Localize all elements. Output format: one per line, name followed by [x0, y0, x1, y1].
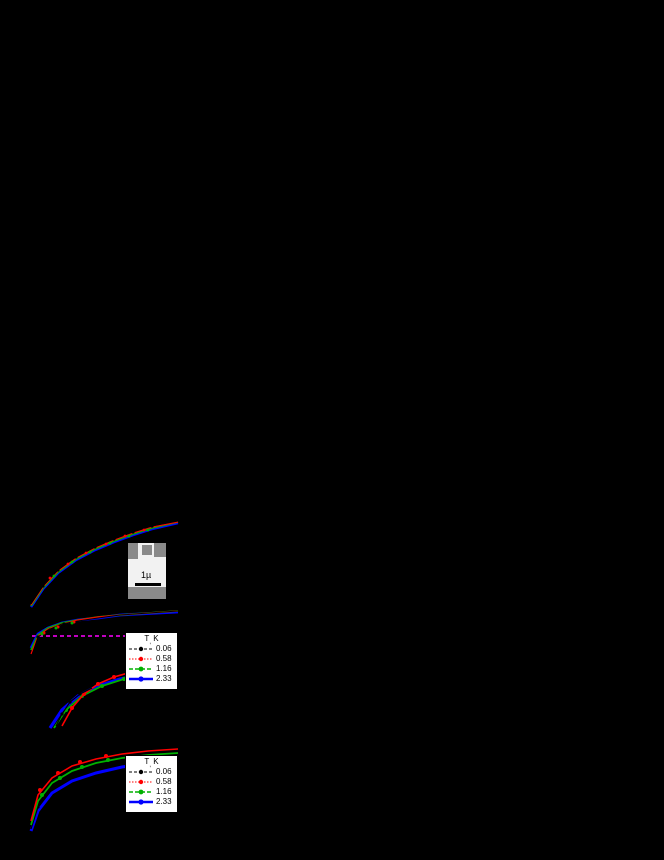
legend-item[interactable]: [128, 767, 175, 777]
legend-sample-1.16: [128, 787, 154, 797]
inset-block-top-left: [127, 542, 138, 559]
legend-sample-2.33: [128, 674, 154, 684]
legend-label-2.33: 2.33: [156, 797, 172, 806]
legend-bottom: [125, 755, 178, 813]
legend-sample-0.06: [128, 644, 154, 654]
legend-label-1.16: 1.16: [156, 787, 172, 796]
inset-block-mid: [142, 545, 152, 555]
legend-sample-0.58: [128, 777, 154, 787]
legend-label-0.06: 0.06: [156, 644, 172, 653]
legend-sample-1.16: [128, 664, 154, 674]
legend-label-1.16: 1.16: [156, 664, 172, 673]
legend-label-0.58: 0.58: [156, 777, 172, 786]
legend-item[interactable]: [128, 797, 175, 807]
legend-item[interactable]: [128, 654, 175, 664]
legend-item[interactable]: [128, 674, 175, 684]
inset-block-top-right: [154, 542, 167, 557]
legend-label-0.58: 0.58: [156, 654, 172, 663]
inset-block-bottom: [127, 587, 167, 600]
sem-inset: [127, 542, 167, 600]
legend-label-2.33: 2.33: [156, 674, 172, 683]
legend-sample-2.33: [128, 797, 154, 807]
legend-item[interactable]: [128, 787, 175, 797]
legend-sample-0.06: [128, 767, 154, 777]
legend-sample-0.58: [128, 654, 154, 664]
legend-middle: [125, 632, 178, 690]
legend-title: $T_,$ K: [144, 757, 159, 769]
legend-title: $T_,$ K: [144, 634, 159, 646]
inset-scale-bar: [135, 583, 161, 586]
legend-item[interactable]: [128, 664, 175, 674]
legend-item[interactable]: [128, 777, 175, 787]
lower-series-markers-0.58: [70, 675, 116, 710]
inset-scale-label: 1µ: [141, 570, 152, 580]
legend-label-0.06: 0.06: [156, 767, 172, 776]
legend-item[interactable]: [128, 644, 175, 654]
